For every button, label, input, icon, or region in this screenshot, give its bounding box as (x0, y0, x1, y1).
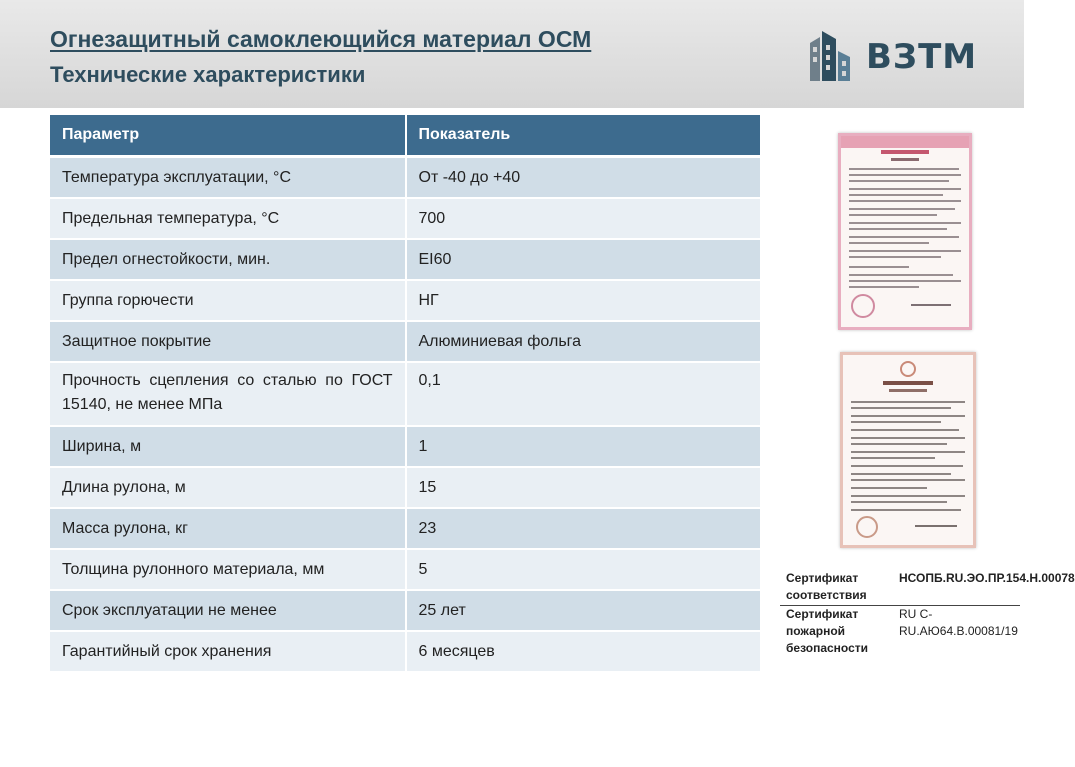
parameter-cell: Предел огнестойкости, мин. (50, 239, 406, 280)
table-header-row (50, 115, 761, 157)
parameter-cell: Группа горючести (50, 280, 406, 321)
certificate-document-icon (841, 136, 969, 327)
parameter-cell: Длина рулона, м (50, 467, 406, 508)
value-cell: 25 лет (406, 590, 762, 631)
value-cell: EI60 (406, 239, 762, 280)
value-cell: 15 (406, 467, 762, 508)
table-row (50, 631, 761, 672)
value-cell: 5 (406, 549, 762, 590)
parameter-cell: Толщина рулонного материала, мм (50, 549, 406, 590)
table-row (50, 426, 761, 467)
value-cell: 700 (406, 198, 762, 239)
certificate-number: НСОПБ.RU.ЭО.ПР.154.Н.00078 (895, 570, 1020, 606)
certificates-table (780, 570, 1075, 657)
table-row (50, 157, 761, 199)
certificate-row (780, 570, 1020, 606)
page-subtitle: Технические характеристики (50, 62, 366, 87)
parameter-cell: Гарантийный срок хранения (50, 631, 406, 672)
value-cell: 23 (406, 508, 762, 549)
value-cell: 0,1 (406, 362, 762, 426)
certificate-document-icon (843, 355, 973, 545)
page-title: Огнезащитный самоклеющийся материал ОСМ (50, 26, 592, 52)
certificate-number: RU C-RU.АЮ64.В.00081/19 (899, 607, 1018, 638)
table-row (50, 590, 761, 631)
parameter-cell: Ширина, м (50, 426, 406, 467)
table-row (50, 198, 761, 239)
table-row (50, 549, 761, 590)
table-row (50, 362, 761, 426)
value-cell: 1 (406, 426, 762, 467)
value-cell: НГ (406, 280, 762, 321)
certificate-row (780, 606, 1020, 658)
table-row (50, 467, 761, 508)
value-cell: От -40 до +40 (406, 157, 762, 199)
building-logo-icon (806, 27, 862, 83)
certificate-image-fire-safety (840, 352, 976, 548)
table-row (50, 321, 761, 362)
column-header-value: Показатель (406, 115, 762, 157)
column-header-parameter: Параметр (50, 115, 406, 157)
table-row (50, 239, 761, 280)
value-cell: Алюминиевая фольга (406, 321, 762, 362)
logo-text: ВЗТМ (866, 37, 978, 77)
certificate-image-conformity (838, 133, 972, 330)
table-row (50, 508, 761, 549)
parameter-cell: Защитное покрытие (50, 321, 406, 362)
specs-table (50, 115, 762, 673)
table-row (50, 280, 761, 321)
value-cell: 6 месяцев (406, 631, 762, 672)
company-logo (806, 27, 986, 83)
parameter-cell: Температура эксплуатации, °С (50, 157, 406, 199)
slide-header (0, 0, 1024, 108)
parameter-cell: Срок эксплуатации не менее (50, 590, 406, 631)
certificate-label: Сертификат пожарной безопасности (786, 607, 869, 655)
certificate-label: Сертификат соответствия (780, 570, 895, 606)
parameter-cell: Предельная температура, °С (50, 198, 406, 239)
parameter-cell: Масса рулона, кг (50, 508, 406, 549)
parameter-cell: Прочность сцепления со сталью по ГОСТ 15140, не менее МПа (50, 362, 406, 426)
